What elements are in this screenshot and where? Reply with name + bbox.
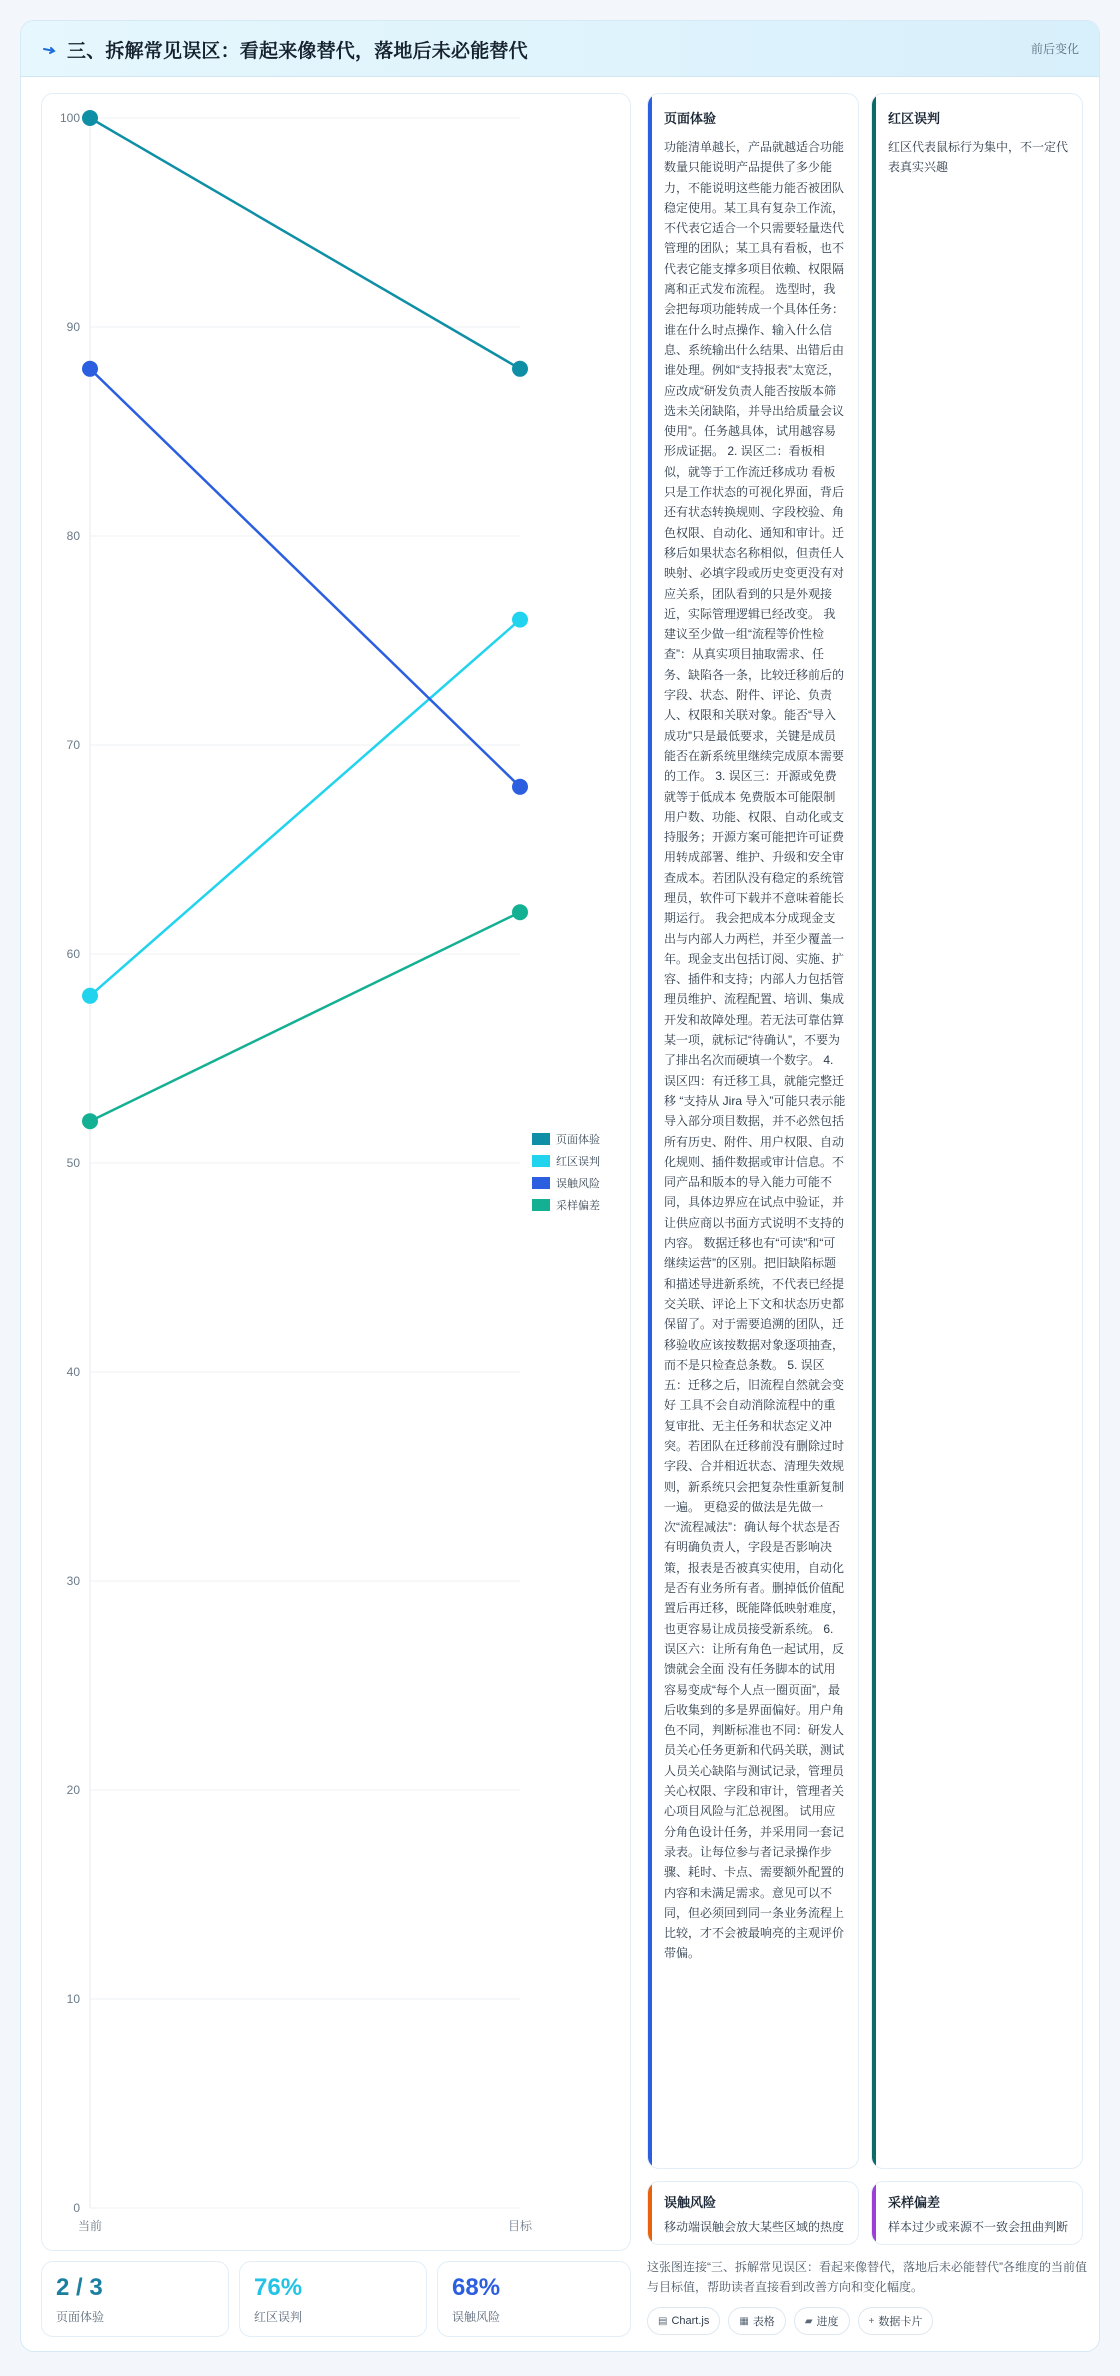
y-tick-label: 100 xyxy=(59,111,80,125)
chip-label: 进度 xyxy=(816,2316,839,2328)
stat-card xyxy=(239,2261,427,2337)
chip-label: 数据卡片 xyxy=(878,2316,923,2328)
note-title: 误触风险 xyxy=(664,2195,717,2210)
trend-arrow-icon xyxy=(43,42,57,56)
chip-label: Chart.js xyxy=(671,2315,710,2327)
series-line xyxy=(90,912,520,1121)
y-tick-label: 40 xyxy=(66,1365,80,1379)
progress-icon: ▰ xyxy=(804,2315,813,2327)
y-tick-label: 50 xyxy=(66,1156,80,1170)
note-body: 移动端误触会放大某些区域的热度 xyxy=(664,2220,845,2234)
data-point xyxy=(512,904,528,920)
y-tick-label: 80 xyxy=(66,529,80,543)
data-point xyxy=(512,612,528,628)
stat-label: 红区误判 xyxy=(254,2310,303,2324)
stat-card xyxy=(437,2261,631,2337)
stat-value: 68% xyxy=(452,2274,501,2301)
y-tick-label: 10 xyxy=(66,1992,80,2006)
stat-label: 页面体验 xyxy=(56,2310,105,2324)
data-point xyxy=(512,779,528,795)
chart-panel xyxy=(41,93,631,2251)
data-point xyxy=(82,110,98,126)
chip-table[interactable] xyxy=(728,2307,785,2335)
note-title: 页面体验 xyxy=(664,111,717,126)
plus-icon: + xyxy=(868,2315,875,2327)
y-tick-label: 60 xyxy=(66,947,80,961)
note-body: 功能清单越长，产品就越适合功能数量只能说明产品提供了多少能力，不能说明这些能力能否被团队稳定使用。某工具有复杂工作流，不代表它适合一个只需要轻量迭代管理的团队；某工具有看板，也不代表它能支撑多项目依赖、权限隔离和正式发布流程。 选型时，我会把每项功能转成一个具体任务：谁在什么时点操作、输入什么信息、系统输出什么结果、出错后由谁处理。例如“支持报表”太宽泛，应改成“研发负责人能否按版本筛选未关闭缺陷，并导出给质量会议使用”。任务越具体，试用越容易形成证据。 2. 误区二：看板相似，就等于工作流迁移成功 看板只是工作状态的可视化界面，背后还有状态转换规则、字段校验、角色权限、自动化、通知和审计。迁移后如果状态名称相似，但责任人映射、必填字段或历史变更没有对应关系，团队看到的只是外观接近，实际管理逻辑已经改变。 我建议至少做一组“流程等价性检查”：从真实项目抽取需求、任务、缺陷各一条，比较迁移前后的字段、状态、附件、评论、负责人、权限和关联对象。能否“导入成功”只是最低要求，关键是成员能否在新系统里继续完成原本需要的工作。 3. 误区三：开源或免费就等于低成本 免费版本可能限制用户数、功能、权限、自动化或支持服务；开源方案可能把许可证费用转成部署、维护、升级和安全审查成本。若团队没有稳定的系统管理员，软件可下载并不意味着能长期运行。 我会把成本分成现金支出与内部人力两栏，并至少覆盖一年。现金支出包括订阅、实施、扩容、插件和支持；内部人力包括管理员维护、流程配置、培训、集成开发和故障处理。若无法可靠估算某一项，就标记“待确认”，不要为了排出名次而硬填一个数字。 4. 误区四：有迁移工具，就能完整迁移 “支持从 Jira 导入”可能只表示能导入部分项目数据，并不必然包括所有历史、附件、用户权限、自动化规则、插件数据或审计信息。不同产品和版本的导入能力可能不同，具体边界应在试点中验证，并让供应商以书面方式说明不支持的内容。 数据迁移也有“可读”和“可继续运营”的区别。把旧缺陷标题和描述导进新系统，不代表已经提交关联、评论上下文和状态历史都保留了。对于需要追溯的团队，迁移验收应该按数据对象逐项抽查，而不是只检查总条数。 5. 误区五：迁移之后，旧流程自然就会变好 工具不会自动消除流程中的重复审批、无主任务和状态定义冲突。若团队在迁移前没有删除过时字段、合并相近状态、清理失效规则，新系统只会把复杂性重新复制一遍。 更稳妥的做法是先做一次“流程减法”：确认每个状态是否有明确负责人，字段是否影响决策，报表是否被真实使用，自动化是否有业务所有者。删掉低价值配置后再迁移，既能降低映射难度，也更容易让成员接受新系统。 6. 误区六：让所有角色一起试用，反馈就会全面 没有任务脚本的试用容易变成“每个人点一圈页面”，最后收集到的多是界面偏好。用户角色不同，判断标准也不同：研发人员关心任务更新和代码关联，测试人员关心缺陷与测试记录，管理员关心权限、字段和审计，管理者关心项目风险与汇总视图。 试用应分角色设计任务，并采用同一套记录表。让每位参与者记录操作步骤、耗时、卡点、需要额外配置的内容和未满足需求。意见可以不同，但必须回到同一条业务流程上比较，才不会被最响亮的主观评价带偏。 xyxy=(664,140,846,1961)
title-wrap xyxy=(43,21,528,77)
note-mis-touch xyxy=(647,2181,859,2245)
y-tick-label: 0 xyxy=(73,2201,80,2215)
y-tick-label: 90 xyxy=(66,320,80,334)
stat-label: 误触风险 xyxy=(452,2310,501,2324)
note-body: 红区代表鼠标行为集中，不一定代表真实兴趣 xyxy=(888,140,1069,175)
stat-value: 76% xyxy=(254,2274,303,2301)
legend-swatch xyxy=(532,1177,550,1189)
chip-label: 表格 xyxy=(752,2316,775,2328)
legend-swatch xyxy=(532,1155,550,1167)
header-badge: 前后变化 xyxy=(1030,42,1079,56)
line-chart xyxy=(42,94,632,2252)
x-tick-label: 目标 xyxy=(507,2219,533,2233)
note-red-zone xyxy=(871,93,1083,2169)
chart-summary: 这张图连接“三、拆解常见误区：看起来像替代，落地后未必能替代”各维度的当前值与目标值，帮助读者直接看到改善方向和变化幅度。 xyxy=(647,2260,1087,2294)
chart-icon: ▤ xyxy=(658,2315,668,2327)
series-line xyxy=(90,620,520,996)
chip-progress[interactable] xyxy=(794,2307,850,2335)
table-icon: ▦ xyxy=(739,2315,749,2327)
legend-label: 误触风险 xyxy=(556,1178,600,1190)
chip-chartjs[interactable] xyxy=(647,2307,720,2335)
page-title: 三、拆解常见误区：看起来像替代，落地后未必能替代 xyxy=(67,40,528,62)
main-card xyxy=(20,20,1100,2352)
data-point xyxy=(82,361,98,377)
stat-value: 2 / 3 xyxy=(56,2274,103,2301)
y-tick-label: 30 xyxy=(66,1574,80,1588)
legend-label: 采样偏差 xyxy=(556,1200,600,1212)
note-body: 样本过少或来源不一致会扭曲判断 xyxy=(888,2220,1069,2234)
section-header xyxy=(21,21,1099,77)
legend-label: 红区误判 xyxy=(556,1156,600,1168)
series-line xyxy=(90,118,520,369)
data-point xyxy=(82,988,98,1004)
y-tick-label: 70 xyxy=(66,738,80,752)
stat-card xyxy=(41,2261,229,2337)
y-tick-label: 20 xyxy=(66,1783,80,1797)
note-sampling xyxy=(871,2181,1083,2245)
x-tick-label: 当前 xyxy=(77,2219,103,2233)
chip-row xyxy=(647,2307,933,2335)
note-title: 红区误判 xyxy=(888,111,941,126)
chip-data-card[interactable] xyxy=(858,2307,934,2335)
note-page-experience xyxy=(647,93,859,2169)
legend-label: 页面体验 xyxy=(556,1134,600,1146)
legend-swatch xyxy=(532,1133,550,1145)
data-point xyxy=(512,361,528,377)
data-point xyxy=(82,1113,98,1129)
legend-swatch xyxy=(532,1199,550,1211)
series-line xyxy=(90,369,520,787)
note-title: 采样偏差 xyxy=(888,2195,941,2210)
